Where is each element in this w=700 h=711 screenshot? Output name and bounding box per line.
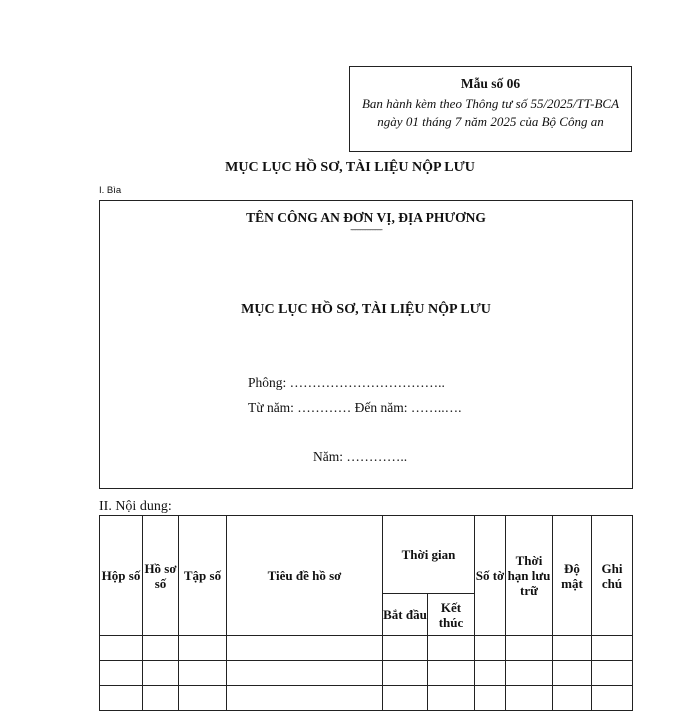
- header-file-title: Tiêu đề hồ sơ: [227, 516, 383, 636]
- header-classification: Độ mật: [553, 516, 592, 636]
- year-field: Năm: …………..: [313, 449, 408, 464]
- records-table: [99, 515, 633, 711]
- cover-box: [99, 200, 633, 489]
- header-retention-period: Thời hạn lưu trữ: [506, 516, 553, 636]
- header-notes: Ghi chú: [592, 516, 633, 636]
- table-row: [100, 661, 633, 686]
- fonds-field: Phông: ……………………………..: [248, 375, 445, 390]
- table-row: [100, 636, 633, 661]
- header-page-count: Số tờ: [475, 516, 506, 636]
- org-name: TÊN CÔNG AN ĐƠN VỊ, ĐỊA PHƯƠNG: [246, 210, 486, 225]
- header-volume-no: Tập số: [179, 516, 227, 636]
- section-cover-label: I. Bìa: [99, 185, 122, 196]
- document-title: MỤC LỤC HỒ SƠ, TÀI LIỆU NỘP LƯU: [225, 160, 475, 175]
- header-box-no: Hộp số: [100, 516, 143, 636]
- header-end: Kết thúc: [428, 594, 475, 636]
- cover-title: MỤC LỤC HỒ SƠ, TÀI LIỆU NỘP LƯU: [241, 302, 491, 317]
- org-underline: -------------------: [350, 225, 382, 234]
- header-file-no: Hồ sơ số: [143, 516, 179, 636]
- section-content-label: II. Nội dung:: [99, 499, 172, 514]
- year-range-field: Từ năm: ………… Đến năm: ……..….: [248, 400, 462, 415]
- header-time-period: Thời gian: [383, 516, 475, 594]
- form-issuance-note: Ban hành kèm theo Thông tư số 55/2025/TT-BCA ngày 01 tháng 7 năm 2025 của Bộ Công an: [361, 96, 620, 129]
- header-start: Bắt đầu: [383, 594, 428, 636]
- form-number-box: [349, 66, 632, 152]
- table-row: [100, 686, 633, 711]
- form-number: Mẫu số 06: [460, 76, 521, 91]
